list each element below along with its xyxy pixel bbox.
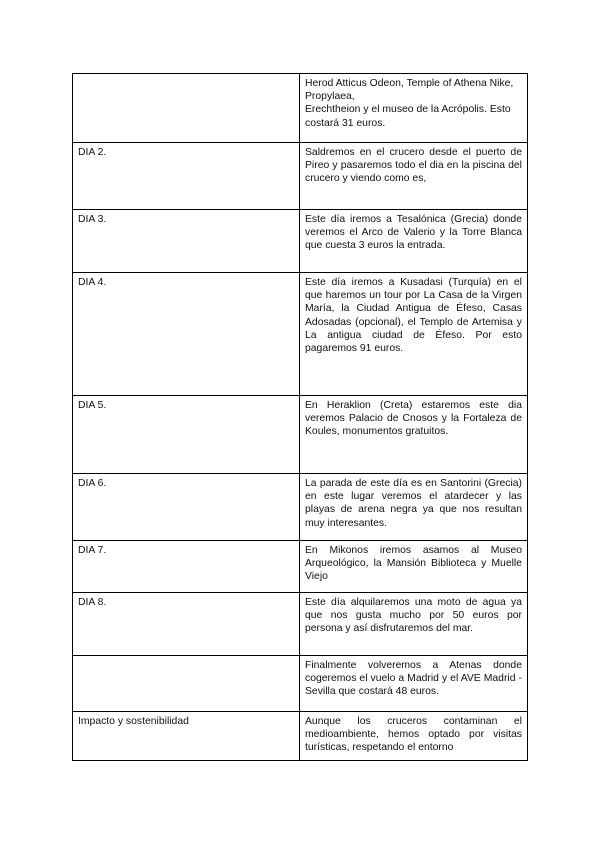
day-cell: DIA 3. <box>73 210 300 273</box>
day-cell: DIA 2. <box>73 143 300 210</box>
table-row <box>73 541 528 593</box>
day-cell: DIA 6. <box>73 474 300 541</box>
description-cell: Este día iremos a Tesalónica (Grecia) donde veremos el Arco de Valerio y la Torre Blanca que cuesta 3 euros la entrada. <box>300 210 528 273</box>
description-line: Herod Atticus Odeon, Temple of Athena Nike, Propylaea, <box>305 78 514 103</box>
description-cell: En Mikonos iremos asamos al Museo Arqueológico, la Mansión Biblioteca y Muelle Viejo <box>300 541 528 593</box>
table-row <box>73 474 528 541</box>
description-cell: Saldremos en el crucero desde el puerto de Pireo y pasaremos todo el dia en la piscina del crucero y viendo como es, <box>300 143 528 210</box>
table-row <box>73 273 528 396</box>
description-cell: Finalmente volveremos a Atenas donde cogeremos el vuelo a Madrid y el AVE Madrid - Sevilla que costará 48 euros. <box>300 656 528 712</box>
day-cell: DIA 4. <box>73 273 300 396</box>
table-row <box>73 396 528 474</box>
description-line: Erechtheion y el museo de la Acrópolis. Esto costará 31 euros. <box>305 104 511 129</box>
table-row <box>73 143 528 210</box>
description-cell: Este día iremos a Kusadasi (Turquía) en el que haremos un tour por La Casa de la Virgen María, la Ciudad Antigua de Éfeso, Casas Adosadas (opcional), el Templo de Artemisa y La antigua ciudad de Éfeso. Por esto pagaremos 91 euros. <box>300 273 528 396</box>
description-cell: En Heraklion (Creta) estaremos este dia veremos Palacio de Cnosos y la Fortaleza de Koules, monumentos gratuitos. <box>300 396 528 474</box>
table-row <box>73 210 528 273</box>
day-cell: DIA 7. <box>73 541 300 593</box>
description-cell <box>300 74 528 143</box>
table-row <box>73 712 528 761</box>
day-cell <box>73 74 300 143</box>
day-cell <box>73 656 300 712</box>
description-cell: Aunque los cruceros contaminan el medioambiente, hemos optado por visitas turísticas, respetando el entorno <box>300 712 528 761</box>
description-cell: Este día alquilaremos una moto de agua ya que nos gusta mucho por 50 euros por persona y así disfrutaremos del mar. <box>300 593 528 656</box>
section-label-cell: Impacto y sostenibilidad <box>73 712 300 761</box>
itinerary-table <box>72 73 528 761</box>
table-row <box>73 593 528 656</box>
day-cell: DIA 8. <box>73 593 300 656</box>
day-cell: DIA 5. <box>73 396 300 474</box>
table-row <box>73 74 528 143</box>
table-row <box>73 656 528 712</box>
description-cell: La parada de este día es en Santorini (Grecia) en este lugar veremos el atardecer y las playas de arena negra ya que nos resultan muy interesantes. <box>300 474 528 541</box>
